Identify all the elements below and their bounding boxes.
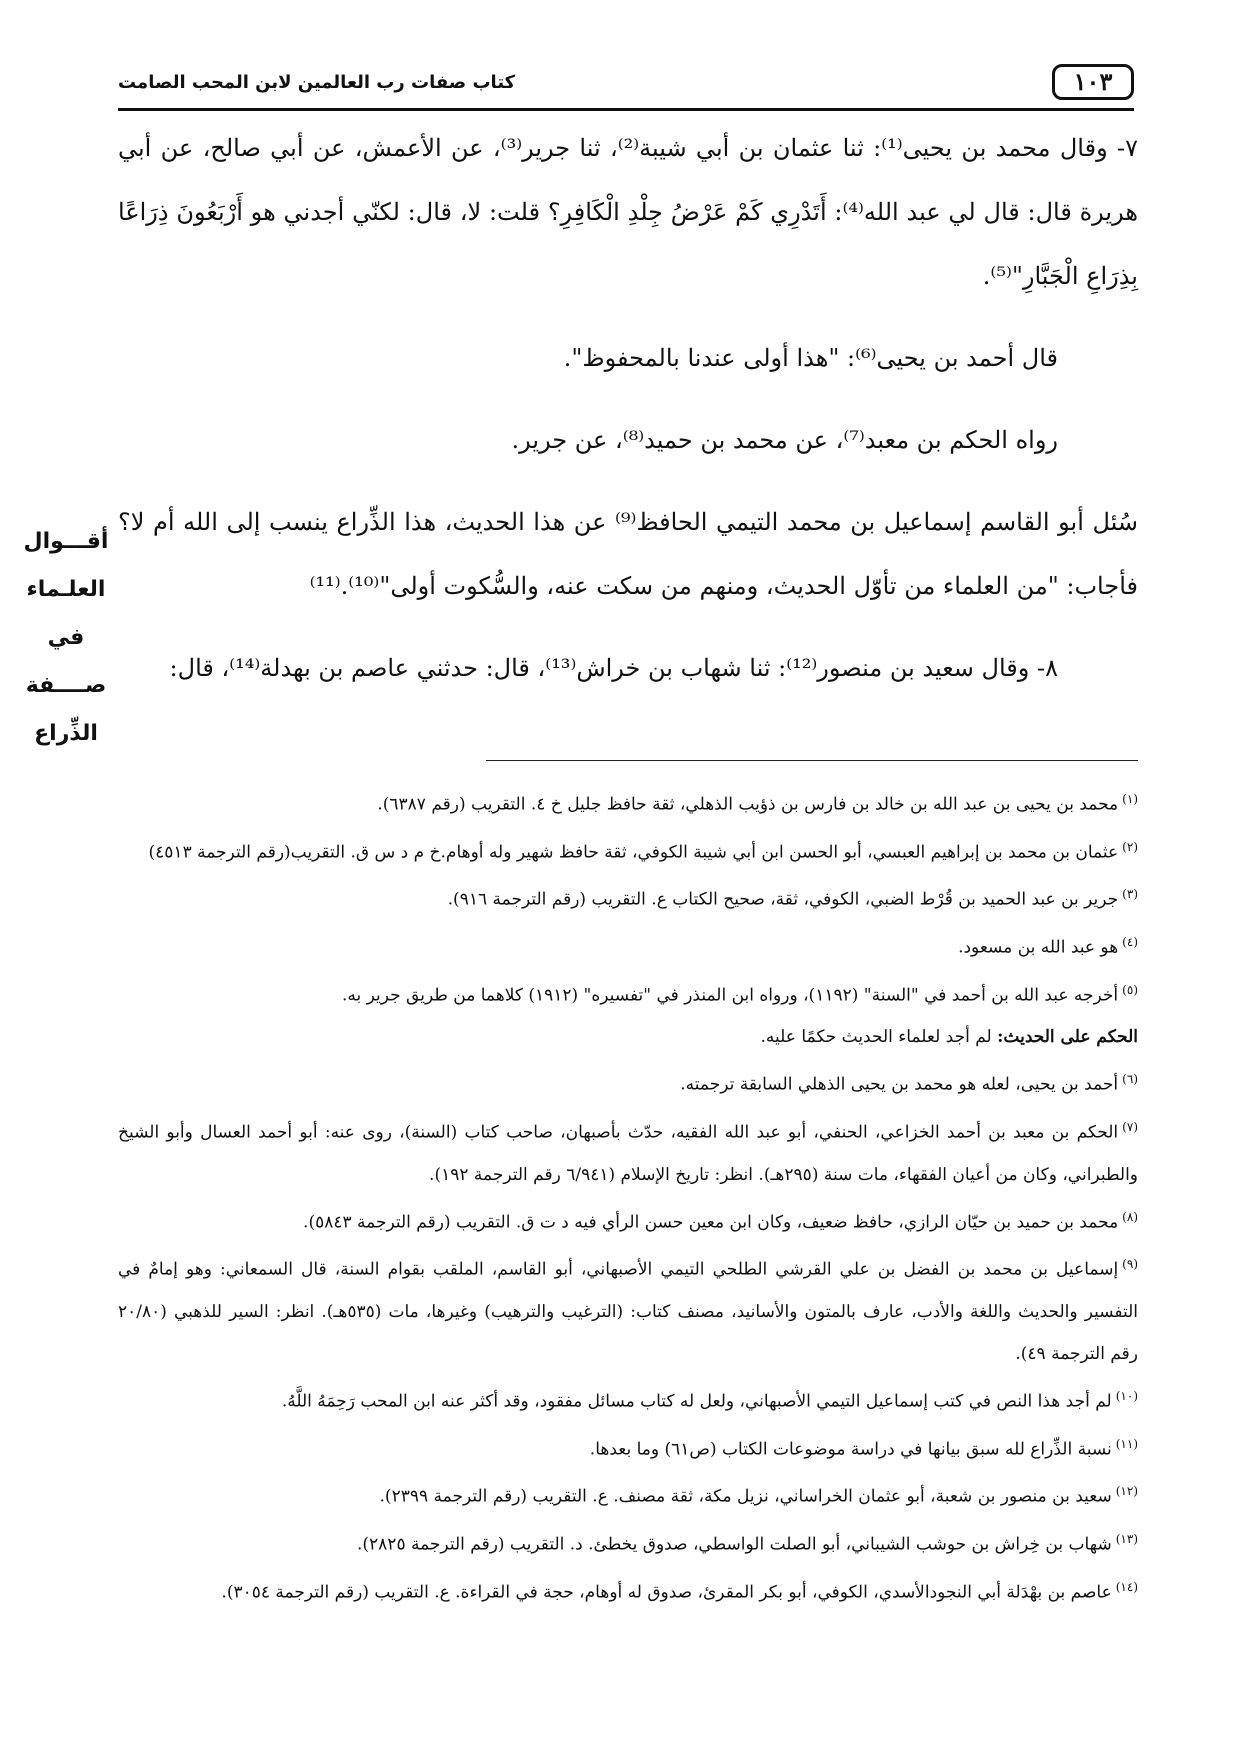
footnote	[118, 826, 1138, 874]
margin-heading-line: الذِّراع	[34, 721, 98, 746]
footnote	[118, 1058, 1138, 1106]
footnote	[118, 1518, 1138, 1566]
footnote-text: سعيد بن منصور بن شعبة، أبو عثمان الخراساني، نزيل مكة، ثقة مصنف. ع. التقريب (رقم الترجمة ٢٣٩٩).	[379, 1486, 1112, 1507]
footnote-text: عاصم بن بهْدَلة أبي النجودالأسدي، الكوفي، أبو بكر المقرئ، صدوق له أوهام، حجة في القراءة. ع. التقريب (رقم الترجمة ٣٠٥٤).	[221, 1582, 1112, 1603]
footnote-text: جرير بن عبد الحميد بن قُرْط الضبي، الكوفي، ثقة، صحيح الكتاب ع. التقريب (رقم الترجمة ٩١٦).	[447, 889, 1119, 910]
footnote-text: محمد بن يحيى بن عبد الله بن خالد بن فارس بن ذؤيب الذهلي، ثقة حافظ جليل خ ٤. التقريب (رقم ٦٣٨٧).	[377, 794, 1119, 815]
footnote-text: الحكم بن معبد بن أحمد الخزاعي، الحنفي، أبو عبد الله الفقيه، حدّث بأصبهان، صاحب كتاب (السنة)، روى عنه: أبو أحمد العسال وأبو الشيخ والطبراني، وكان من أعيان الفقهاء، مات سنة (٢٩٥هـ). انظر: تاريخ الإسلام (٦/٩٤١ رقم الترجمة ١٩٢).	[118, 1122, 1138, 1185]
footnote	[118, 873, 1138, 921]
paragraph-question: سُئل أبو القاسم إسماعيل بن محمد التيمي الحافظ⁽⁹⁾ عن هذا الحديث، هذا الذِّراع ينسب إلى الله أم لا؟ فأجاب: "من العلماء من تأوّل الحديث، ومنهم من سكت عنه، والسُّكوت أولى"⁽¹⁰⁾.⁽¹¹⁾	[118, 508, 1138, 600]
footnote-number: (١٠)	[1115, 1388, 1138, 1403]
footnote-text: نسبة الذِّراع لله سبق بيانها في دراسة موضوعات الكتاب (ص٦١) وما بعدها.	[589, 1439, 1112, 1460]
footnote-text: هو عبد الله بن مسعود.	[958, 937, 1119, 958]
book-title: كتاب صفات رب العالمين لابن المحب الصامت	[118, 72, 516, 93]
footnote-number: (١٤)	[1115, 1579, 1138, 1594]
footnote	[118, 1106, 1138, 1196]
footnote-text: عثمان بن محمد بن إبراهيم العبسي، أبو الحسن ابن أبي شيبة الكوفي، ثقة حافظ شهير وله أوهام.خ م د س ق. التقريب(رقم الترجمة ٤٥١٣)	[148, 842, 1119, 863]
footnote-number: (٥)	[1122, 982, 1138, 997]
footnote-text: لم أجد هذا النص في كتب إسماعيل التيمي الأصبهاني، ولعل له كتاب مسائل مفقود، وقد أكثر عنه ابن المحب رَحِمَهُ اللَّهُ.	[281, 1391, 1112, 1412]
hadith-ruling	[118, 1016, 1138, 1058]
footnote-text: محمد بن حميد بن حيّان الرازي، حافظ ضعيف، وكان ابن معين حسن الرأي فيه د ت ق. التقريب (رقم الترجمة ٥٨٤٣).	[303, 1212, 1119, 1233]
footnote-text: إسماعيل بن محمد بن الفضل بن علي القرشي الطلحي التيمي الأصبهاني، أبو القاسم، الملقب بقوام السنة، قال السمعاني: وهو إمامٌ في التفسير والحديث واللغة والأدب، عارف بالمتون والأسانيد، مصنف كتاب: (الترغيب والترهيب) وغيرها، مات (٥٣٥هـ). انظر: السير للذهبي (٢٠/٨٠ رقم الترجمة ٤٩).	[118, 1259, 1139, 1364]
footnote	[118, 1243, 1138, 1375]
margin-heading-line: العلـماء في	[26, 577, 106, 650]
footnote-number: (٧)	[1122, 1119, 1138, 1134]
footnote	[118, 1196, 1138, 1244]
footnote-number: (٤)	[1122, 934, 1138, 949]
footnote-text: أخرجه عبد الله بن أحمد في "السنة" (١١٩٢)، ورواه ابن المنذر في "تفسيره" (١٩١٢) كلاهما من طريق جرير به.	[342, 985, 1119, 1006]
header-rule	[118, 108, 1134, 111]
footnote-number: (١)	[1122, 792, 1138, 806]
margin-heading	[18, 518, 114, 758]
footnote	[118, 1423, 1138, 1471]
footnote-number: (١١)	[1115, 1436, 1138, 1451]
page-header	[118, 54, 1134, 110]
footnotes	[118, 778, 1138, 1613]
footnote-number: (١٣)	[1115, 1531, 1138, 1546]
paragraph-7: ٧- وقال محمد بن يحيى⁽¹⁾: ثنا عثمان بن أبي شيبة⁽²⁾، ثنا جرير⁽³⁾، عن الأعمش، عن أبي صالح، عن أبي هريرة قال: قال لي عبد الله⁽⁴⁾: أَتَدْرِي كَمْ عَرْضُ جِلْدِ الْكَافِرِ؟ قلت: لا، قال: لكنّي أجدني هو أَرْبَعُونَ ذِرَاعًا بِذِرَاعِ الْجَبَّارِ"⁽⁵⁾.	[118, 134, 1139, 290]
footnote-number: (٨)	[1122, 1209, 1138, 1224]
main-text	[118, 116, 1138, 700]
footnote	[118, 1470, 1138, 1518]
footnote	[118, 778, 1138, 826]
paragraph-riwaya: رواه الحكم بن معبد⁽⁷⁾، عن محمد بن حميد⁽⁸⁾، عن جرير.	[511, 426, 1058, 454]
paragraph-ahmad: قال أحمد بن يحيى⁽⁶⁾: "هذا أولى عندنا بالمحفوظ".	[563, 344, 1058, 372]
footnote	[118, 1375, 1138, 1423]
hadith-ruling-text: لم أجد لعلماء الحديث حكمًا عليه.	[760, 1027, 998, 1048]
footnote-number: (٢)	[1122, 839, 1138, 854]
footnote	[118, 1566, 1138, 1614]
footnote-separator	[486, 760, 1138, 761]
margin-heading-line: صــــفة	[25, 673, 107, 698]
page-number: ١٠٣	[1052, 64, 1134, 100]
paragraph-8: ٨- وقال سعيد بن منصور⁽¹²⁾: ثنا شهاب بن خراش⁽¹³⁾، قال: حدثني عاصم بن بهدلة⁽¹⁴⁾، قال:	[169, 654, 1058, 682]
footnote-text: أحمد بن يحيى، لعله هو محمد بن يحيى الذهلي السابقة ترجمته.	[680, 1074, 1119, 1095]
footnote-number: (٣)	[1122, 887, 1138, 902]
hadith-ruling-label: الحكم على الحديث:	[997, 1027, 1138, 1048]
footnote-text: شهاب بن خِراش بن حوشب الشيباني، أبو الصلت الواسطي، صدوق يخطئ. د. التقريب (رقم الترجمة ٢٨٢٥).	[357, 1534, 1112, 1555]
footnote-number: (٩)	[1122, 1257, 1138, 1272]
margin-heading-line: أقـــوال	[23, 529, 109, 554]
footnote	[118, 921, 1138, 969]
footnote	[118, 969, 1138, 1017]
footnote-number: (١٢)	[1115, 1484, 1138, 1499]
footnote-number: (٦)	[1122, 1072, 1138, 1087]
